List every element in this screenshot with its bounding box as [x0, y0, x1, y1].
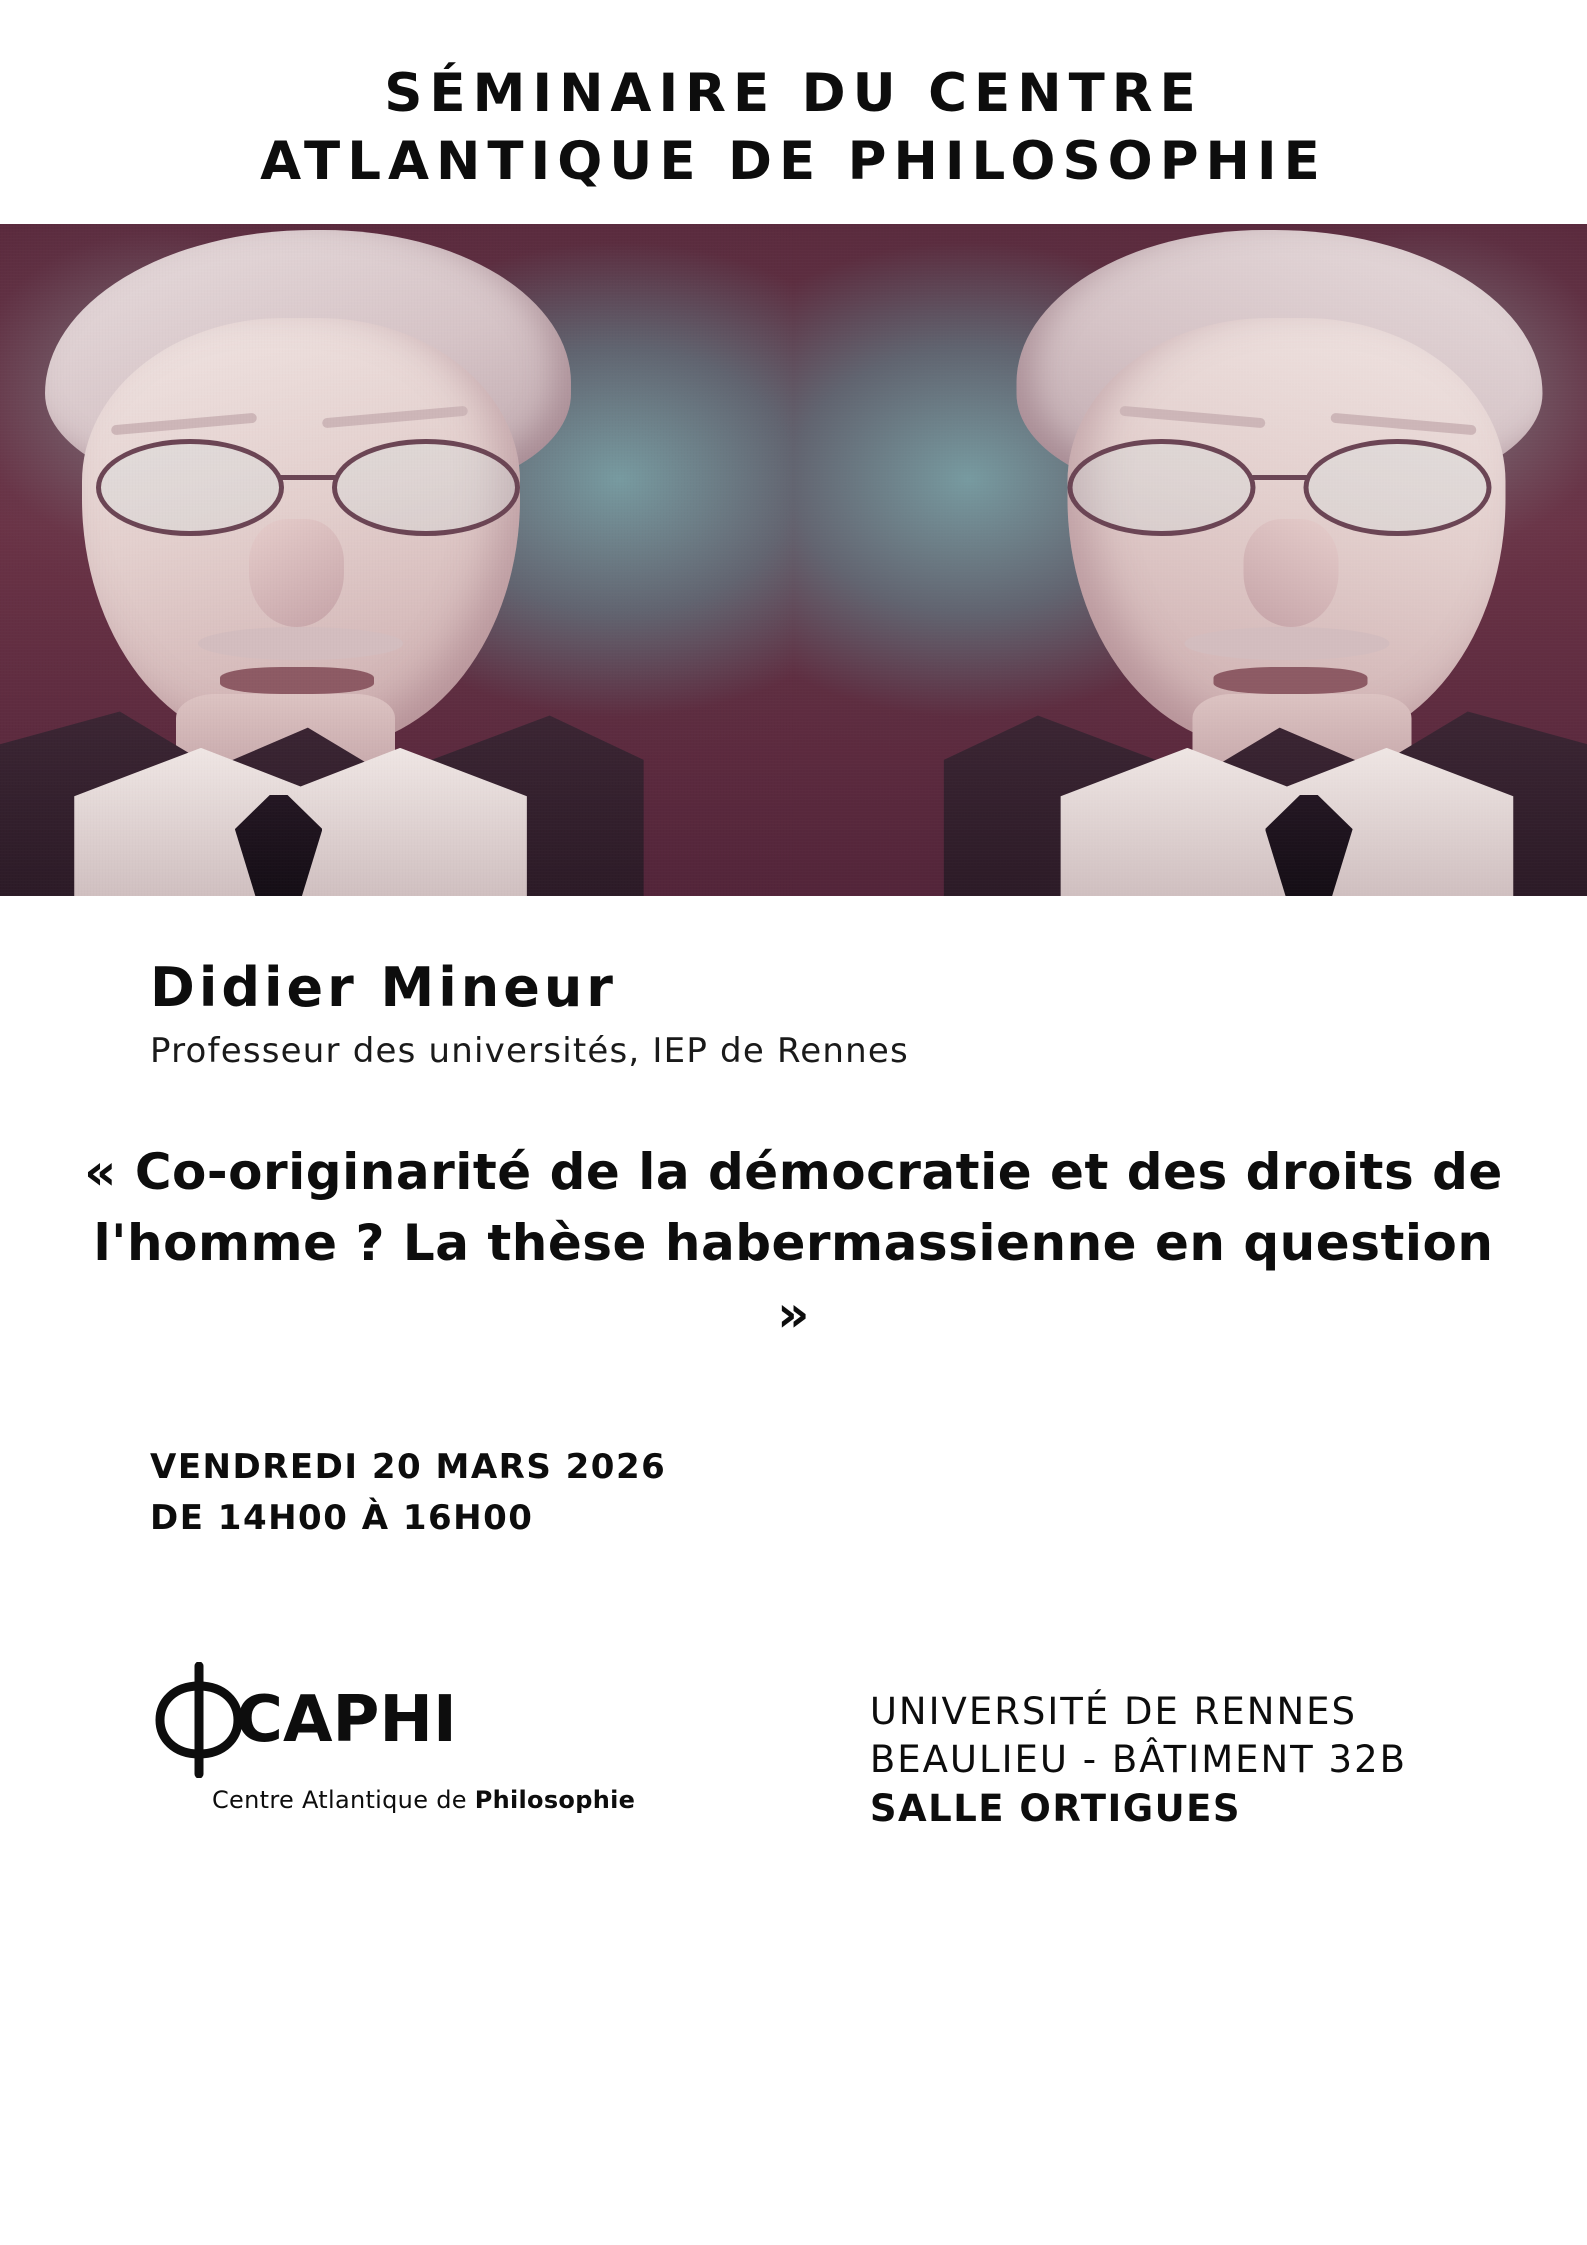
speaker-affiliation: Professeur des universités, IEP de Rennes: [150, 1030, 909, 1071]
speaker-name: Didier Mineur: [150, 955, 617, 1019]
portrait-illustration: [0, 224, 1587, 896]
caphi-logo: [150, 1662, 635, 1814]
talk-title: « Co-originarité de la démocratie et des droits de l'homme ? La thèse habermassienne en question »: [84, 1142, 1503, 1343]
caphi-logo-row: [150, 1662, 457, 1778]
venue-line-1: UNIVERSITÉ DE RENNES: [869, 1689, 1357, 1733]
speaker-block: [0, 956, 1587, 1071]
venue-block: [870, 1662, 1467, 1834]
caphi-tagline-light: Centre Atlantique de: [212, 1785, 475, 1814]
caphi-tagline: [212, 1786, 635, 1814]
venue-line-2: BEAULIEU - BÂTIMENT 32B: [869, 1738, 1407, 1782]
texture-overlay: [0, 224, 794, 896]
phi-logo-icon: [150, 1662, 246, 1778]
header-line-1: SÉMINAIRE DU CENTRE: [384, 63, 1203, 124]
venue-line-3: SALLE ORTIGUES: [869, 1787, 1242, 1831]
caphi-wordmark: CAPHI: [236, 1682, 457, 1757]
caphi-tagline-bold: Philosophie: [474, 1785, 636, 1814]
header-line-2: ATLANTIQUE DE PHILOSOPHIE: [260, 130, 1327, 192]
schedule-time: DE 14H00 À 16H00: [150, 1497, 534, 1538]
texture-overlay-mirrored: [794, 224, 1587, 896]
portrait-half-right: [794, 224, 1587, 896]
poster-header: [0, 0, 1587, 196]
schedule-date: VENDREDI 20 MARS 2026: [150, 1446, 667, 1487]
schedule-block: [0, 1442, 1587, 1544]
portrait-half-left: [0, 224, 794, 896]
poster-footer: [0, 1662, 1587, 1834]
